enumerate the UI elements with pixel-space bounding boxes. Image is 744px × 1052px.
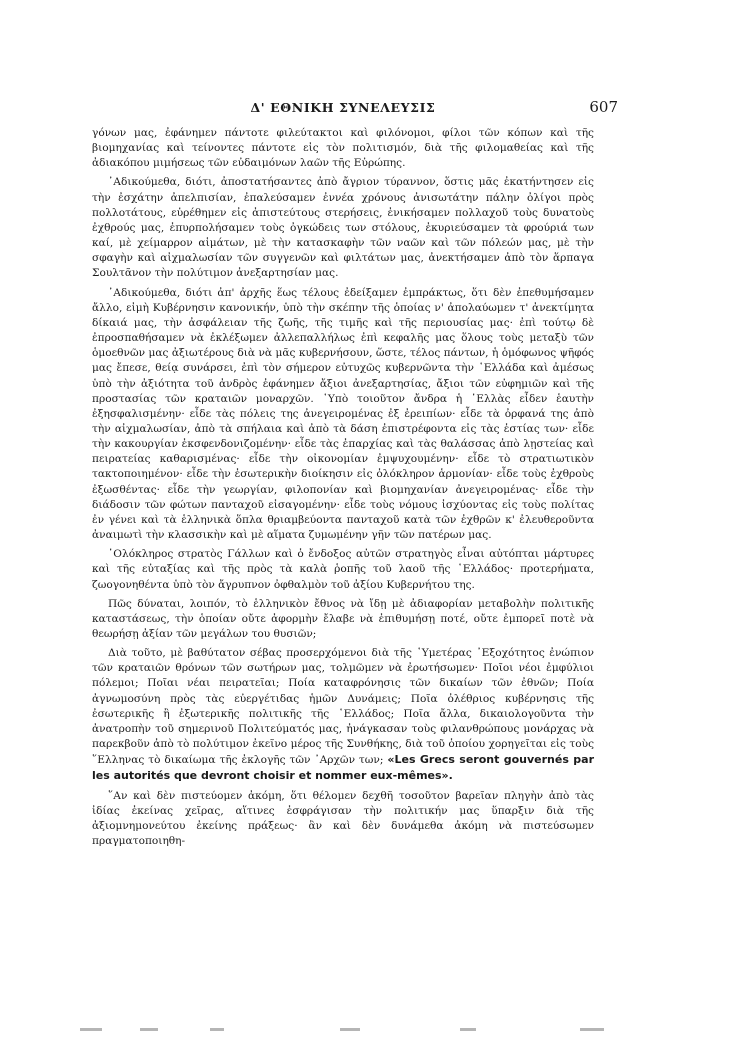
page-number: 607	[589, 98, 618, 116]
scan-mark	[210, 1028, 224, 1031]
scan-mark	[80, 1028, 102, 1031]
paragraph-6-greek: Διὰ τοῦτο, μὲ βαθύτατον σέβας προσερχόμενοι διὰ τῆς ῾Υμετέρας ᾿Εξοχότητος ἐνώπιον τῶν κραταιῶν θρόνων τῶν σωτήρων μας, τολμῶμεν νὰ ἐρωτήσωμεν· Ποῖοι νέοι ἐμφύλιοι πόλεμοι; Ποῖαι νέαι πειρατεῖαι; Ποία καταφρόνησις τῶν δικαίων τῶν ἐθνῶν; Ποία ἀγνωμοσύνη πρὸς τὰς εὐεργέτιδας ἡμῶν Δυνάμεις; Ποῖα ὀλέθριος κυβέρνησις τῆς ἐσωτερικῆς ἢ ἐξωτερικῆς πολιτικῆς τῆς ῾Ελλάδος; Ποῖα ἄλλα, δικαιολογοῦντα τὴν ἀνατροπὴν τοῦ σημερινοῦ Πολιτεύματός μας, ἠνάγκασαν τοὺς φιλανθρώπους μονάρχας νὰ παρεκβοῦν ἀπὸ τὸ πολύτιμον ἐκεῖνο μέρος τῆς Συνθήκης, διὰ τοῦ ὁποίου χορηγεῖται εἰς τοὺς ῞Ελληνας τὸ δικαίωμα τῆς ἐκλογῆς τῶν ᾿Αρχῶν των;	[92, 647, 594, 767]
paragraph-1: γόνων μας, ἐφάνημεν πάντοτε φιλεύτακτοι καὶ φιλόνομοι, φίλοι τῶν κόπων καὶ τῆς βιομηχανίας καὶ τείνοντες πάντοτε εἰς τὸν πολιτισμόν, διὰ τῆς φιλομαθείας καὶ τῆς ἀδιακόπου μιμήσεως τῶν εὐδαιμόνων λαῶν τῆς Εὐρώπης.	[92, 127, 594, 170]
french-quotation: «Les Grecs seront gouvernés par les autorités que devront choisir et nommer eux-mêmes».	[92, 753, 594, 783]
body-text	[92, 126, 594, 853]
scan-mark	[580, 1028, 604, 1031]
page-header	[92, 98, 618, 118]
scan-mark	[460, 1028, 476, 1031]
paragraph-5: Πῶς δύναται, λοιπόν, τὸ ἑλληνικὸν ἔθνος νὰ ἴδῃ μὲ ἀδιαφορίαν μεταβολὴν πολιτικῆς καταστάσεως, τὴν ὁποίαν οὔτε ἀφορμὴν ἔλαβε νὰ ἐπιθυμήσῃ ποτέ, οὔτε ἐμπορεῖ ποτὲ νὰ θεωρήσῃ ἀξίαν τῶν μεγάλων του θυσιῶν;	[92, 597, 594, 640]
paragraph-7: ῞Αν καὶ δὲν πιστεύομεν ἀκόμη, ὅτι θέλομεν δεχθῆ τοσοῦτον βαρεῖαν πληγὴν ἀπὸ τὰς ἰδίας ἐκείνας χεῖρας, αἵτινες ἐσφράγισαν τὴν πολιτικήν μας ὕπαρξιν διὰ τῆς ἀξιομνημονεύτου ἐκείνης πράξεως· ἂν καὶ δὲν δυνάμεθα ἀκόμη νὰ πιστεύσωμεν πραγματοποιηθη-	[92, 789, 594, 848]
paragraph-6	[92, 646, 594, 784]
paragraph-4: ῾Ολόκληρος στρατὸς Γάλλων καὶ ὁ ἔνδοξος αὐτῶν στρατηγὸς εἶναι αὐτόπται μάρτυρες καὶ τῆς εὐταξίας καὶ τῆς πρὸς τὰ καλὰ ῥοπῆς τοῦ λαοῦ τῆς ῾Ελλάδος· προτερήματα, ζωογονηθέντα ὑπὸ τὸν ἄγρυπνον ὀφθαλμὸν τοῦ ἀξίου Κυβερνήτου της.	[92, 548, 594, 591]
paragraph-2: ᾿Αδικούμεθα, διότι, ἀποστατήσαντες ἀπὸ ἄγριον τύραννον, ὅστις μᾶς ἐκατήντησεν εἰς τὴν ἐσχάτην ἀπελπισίαν, ἐπαλεύσαμεν ἐννέα χρόνους ἀνισωτάτην πάλην ὀλίγοι πρὸς πολλοτάτους, εὑρέθημεν εἰς ἀπιστεύτους στερήσεις, ἐνικήσαμεν πολλαχοῦ τοὺς δυνατοὺς ἐχθρούς μας, ἐπυρπολήσαμεν τοὺς ὀγκώδεις των στόλους, ἐκυριεύσαμεν τὰ φρούριά των καί, μὲ χείμαρρον αἱμάτων, μὲ τὴν κατασκαφὴν τῶν ναῶν καὶ τῶν πόλεών μας, μὲ τὴν σφαγὴν καὶ αἰχμαλωσίαν τῶν συγγενῶν καὶ φιλτάτων μας, ἀνεκτήσαμεν ἀπὸ τὸν ἅρπαγα Σουλτᾶνον τὴν πολύτιμον ἀνεξαρτησίαν μας.	[92, 176, 594, 280]
paragraph-3: ᾿Αδικούμεθα, διότι ἀπ' ἀρχῆς ἕως τέλους ἐδείξαμεν ἐμπράκτως, ὅτι δὲν ἐπεθυμήσαμεν ἄλλο, εἰμὴ Κυβέρνησιν κανονικήν, ὑπὸ τὴν σκέπην τῆς ὁποίας ν' ἀπολαύωμεν τ' ἀνεκτίμητα δίκαιά μας, τὴν ἀσφάλειαν τῆς ζωῆς, τῆς τιμῆς καὶ τῆς περιουσίας μας· ἐπὶ τούτῳ δὲ ἐπροσπαθήσαμεν νὰ ἐκλέξωμεν ἀλλεπαλλήλως ἐπὶ κεφαλῆς μας ὅλους τοὺς μεταξὺ τῶν ὁμοεθνῶν μας ἀξιωτέρους διὰ νὰ μᾶς κυβερνήσουν, ὥστε, τέλος πάντων, ἡ ὁμόφωνος ψῆφός μας ἔπεσε, θείᾳ συνάρσει, ἐπὶ τὸν σήμερον εὐτυχῶς κυβερνῶντα τὴν ῾Ελλάδα καὶ ἀμέσως ὑπὸ τὴν ἀξιότητα τοῦ ἀνδρὸς ἐφάνημεν ἄξιοι ἀνεξαρτησίας, ἄξιοι τῶν εὐφημιῶν καὶ τῆς προστασίας τῶν κραταιῶν μοναρχῶν. ῾Υπὸ τοιοῦτον ἄνδρα ἡ ῾Ελλὰς εἶδεν ἑαυτὴν ἐξησφαλισμένην· εἶδε τὰς πόλεις της ἀνεγειρομένας ἐξ ἐρειπίων· εἶδε τὰ ὀρφανά της ἀπὸ τὴν αἰχμαλωσίαν, ἀπὸ τὰ σπήλαια καὶ ἀπὸ τὰ δάση ἐπιστρέφοντα εἰς τὰς ἑστίας των· εἶδε τὴν κακουργίαν ἐκσφενδονιζομένην· εἶδε τὰς ἐπαρχίας καὶ τὰς θαλάσσας ἀπὸ λῃστείας καὶ πειρατείας καθαρισμένας· εἶδε τὴν οἰκονομίαν ἐμψυχουμένην· εἶδε τὸ στρατιωτικὸν τακτοποιημένον· εἶδε τὴν ἐσωτερικὴν διοίκησιν εἰς ὁλόκληρον ἁρμονίαν· εἶδε τοὺς ἐχθροὺς ἐξωσθέντας· εἶδε τὴν γεωργίαν, φιλοπονίαν καὶ βιομηχανίαν ἀνεγειρομένας· εἶδε τὴν διάδοσιν τῶν φώτων πανταχοῦ εἰσαγομένην· εἶδε τοὺς νόμους ἰσχύοντας εἰς τοὺς πολίτας ἐν γένει καὶ τὰ ἑλληνικὰ ὅπλα θριαμβεύοντα πανταχοῦ κατὰ τῶν ἐχθρῶν κ' ἐλευθεροῦντα ἀναιμωτὶ τὴν κλασσικὴν καὶ μὲ αἵματα ζυμωμένην γῆν τῶν πατέρων μας.	[92, 286, 594, 542]
scan-mark	[140, 1028, 158, 1031]
scan-edge-marks	[40, 1028, 704, 1034]
scan-mark	[340, 1028, 360, 1031]
running-title: Δ' ΕΘΝΙΚΗ ΣΥΝΕΛΕΥΣΙΣ	[250, 100, 436, 115]
